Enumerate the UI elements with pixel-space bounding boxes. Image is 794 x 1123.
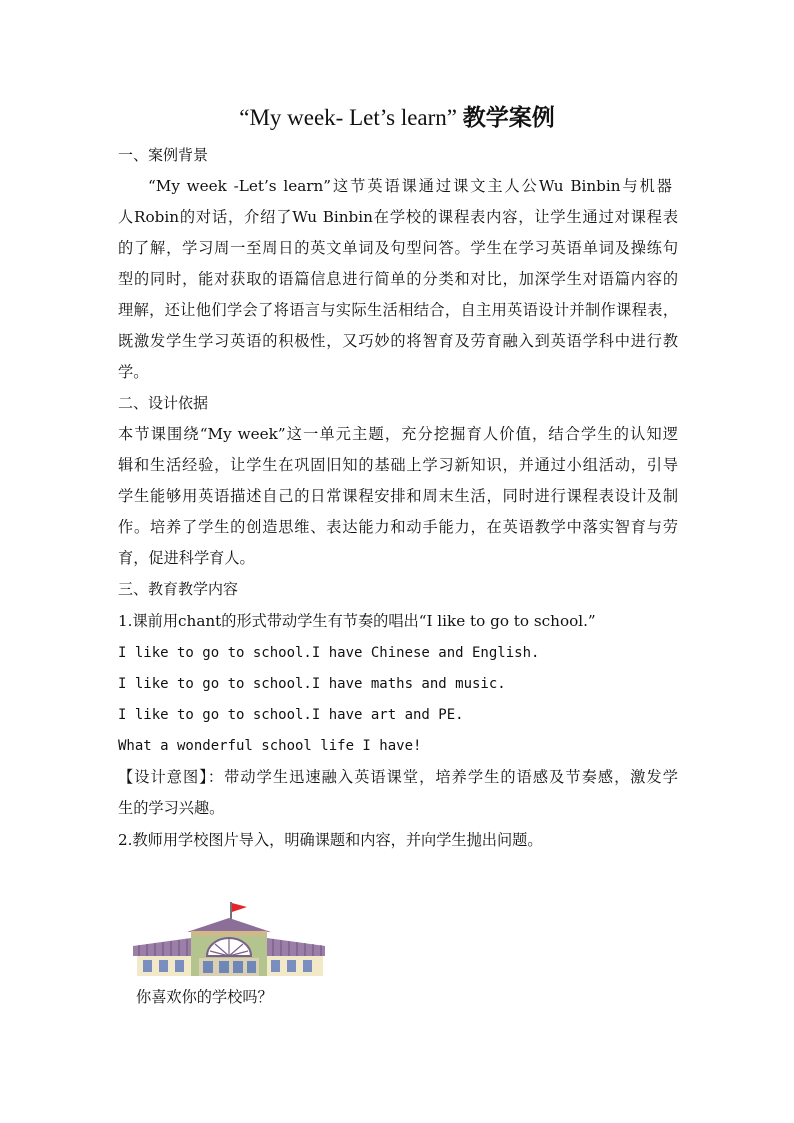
section-heading-basis: 二、设计依据 [118, 394, 209, 412]
section-heading-content: 三、教育教学内容 [118, 580, 239, 598]
title-english: “My week- Let’s learn” [239, 105, 457, 130]
paragraph-line: “My week -Let’s learn”这节英语课通过课文主人公Wu Binbin与机器 [148, 177, 672, 195]
paragraph-line: 1.课前用chant的形式带动学生有节奏的唱出“I like to go to school.” [118, 612, 596, 630]
paragraph-line: 辑和生活经验，让学生在巩固旧知的基础上学习新知识，并通过小组活动，引导 [118, 456, 678, 474]
paragraph-line: 生的学习兴趣。 [118, 799, 225, 817]
paragraph-line: 的了解，学习周一至周日的英文单词及句型问答。学生在学习英语单词及操练句 [118, 239, 678, 257]
document-title [0, 100, 794, 136]
school-building-icon [133, 898, 325, 976]
paragraph-line: 【设计意图】：带动学生迅速融入英语课堂，培养学生的语感及节奏感，激发学 [118, 768, 678, 786]
section-heading-background: 一、案例背景 [118, 146, 209, 164]
chant-line: I like to go to school.I have art and PE. [118, 707, 464, 723]
paragraph-line: 既激发学生学习英语的积极性，又巧妙的将智育及劳育融入到英语学科中进行教 [118, 332, 678, 350]
paragraph-line: 作。培养了学生的创造思维、表达能力和动手能力，在英语教学中落实智育与劳 [118, 518, 678, 536]
paragraph-line: 理解，还让他们学会了将语言与实际生活相结合，自主用英语设计并制作课程表， [118, 301, 678, 319]
image-caption: 你喜欢你的学校吗？ [136, 988, 273, 1006]
paragraph-line: 学。 [118, 363, 149, 381]
chant-line: I like to go to school.I have maths and music. [118, 676, 506, 692]
paragraph-line: 型的同时，能对获取的语篇信息进行简单的分类和对比，加深学生对语篇内容的 [118, 270, 678, 288]
paragraph-line: 本节课围绕“My week”这一单元主题，充分挖掘育人价值，结合学生的认知逻 [118, 425, 678, 443]
paragraph-line: 人Robin的对话，介绍了Wu Binbin在学校的课程表内容，让学生通过对课程表 [118, 208, 678, 226]
paragraph-line: 学生能够用英语描述自己的日常课程安排和周末生活，同时进行课程表设计及制 [118, 487, 678, 505]
paragraph-line: 育，促进科学育人。 [118, 549, 255, 567]
chant-line: What a wonderful school life I have! [118, 738, 422, 754]
title-chinese: 教学案例 [462, 105, 555, 131]
chant-line: I like to go to school.I have Chinese and English. [118, 645, 540, 661]
paragraph-line: 2.教师用学校图片导入，明确课题和内容，并向学生抛出问题。 [118, 831, 543, 849]
